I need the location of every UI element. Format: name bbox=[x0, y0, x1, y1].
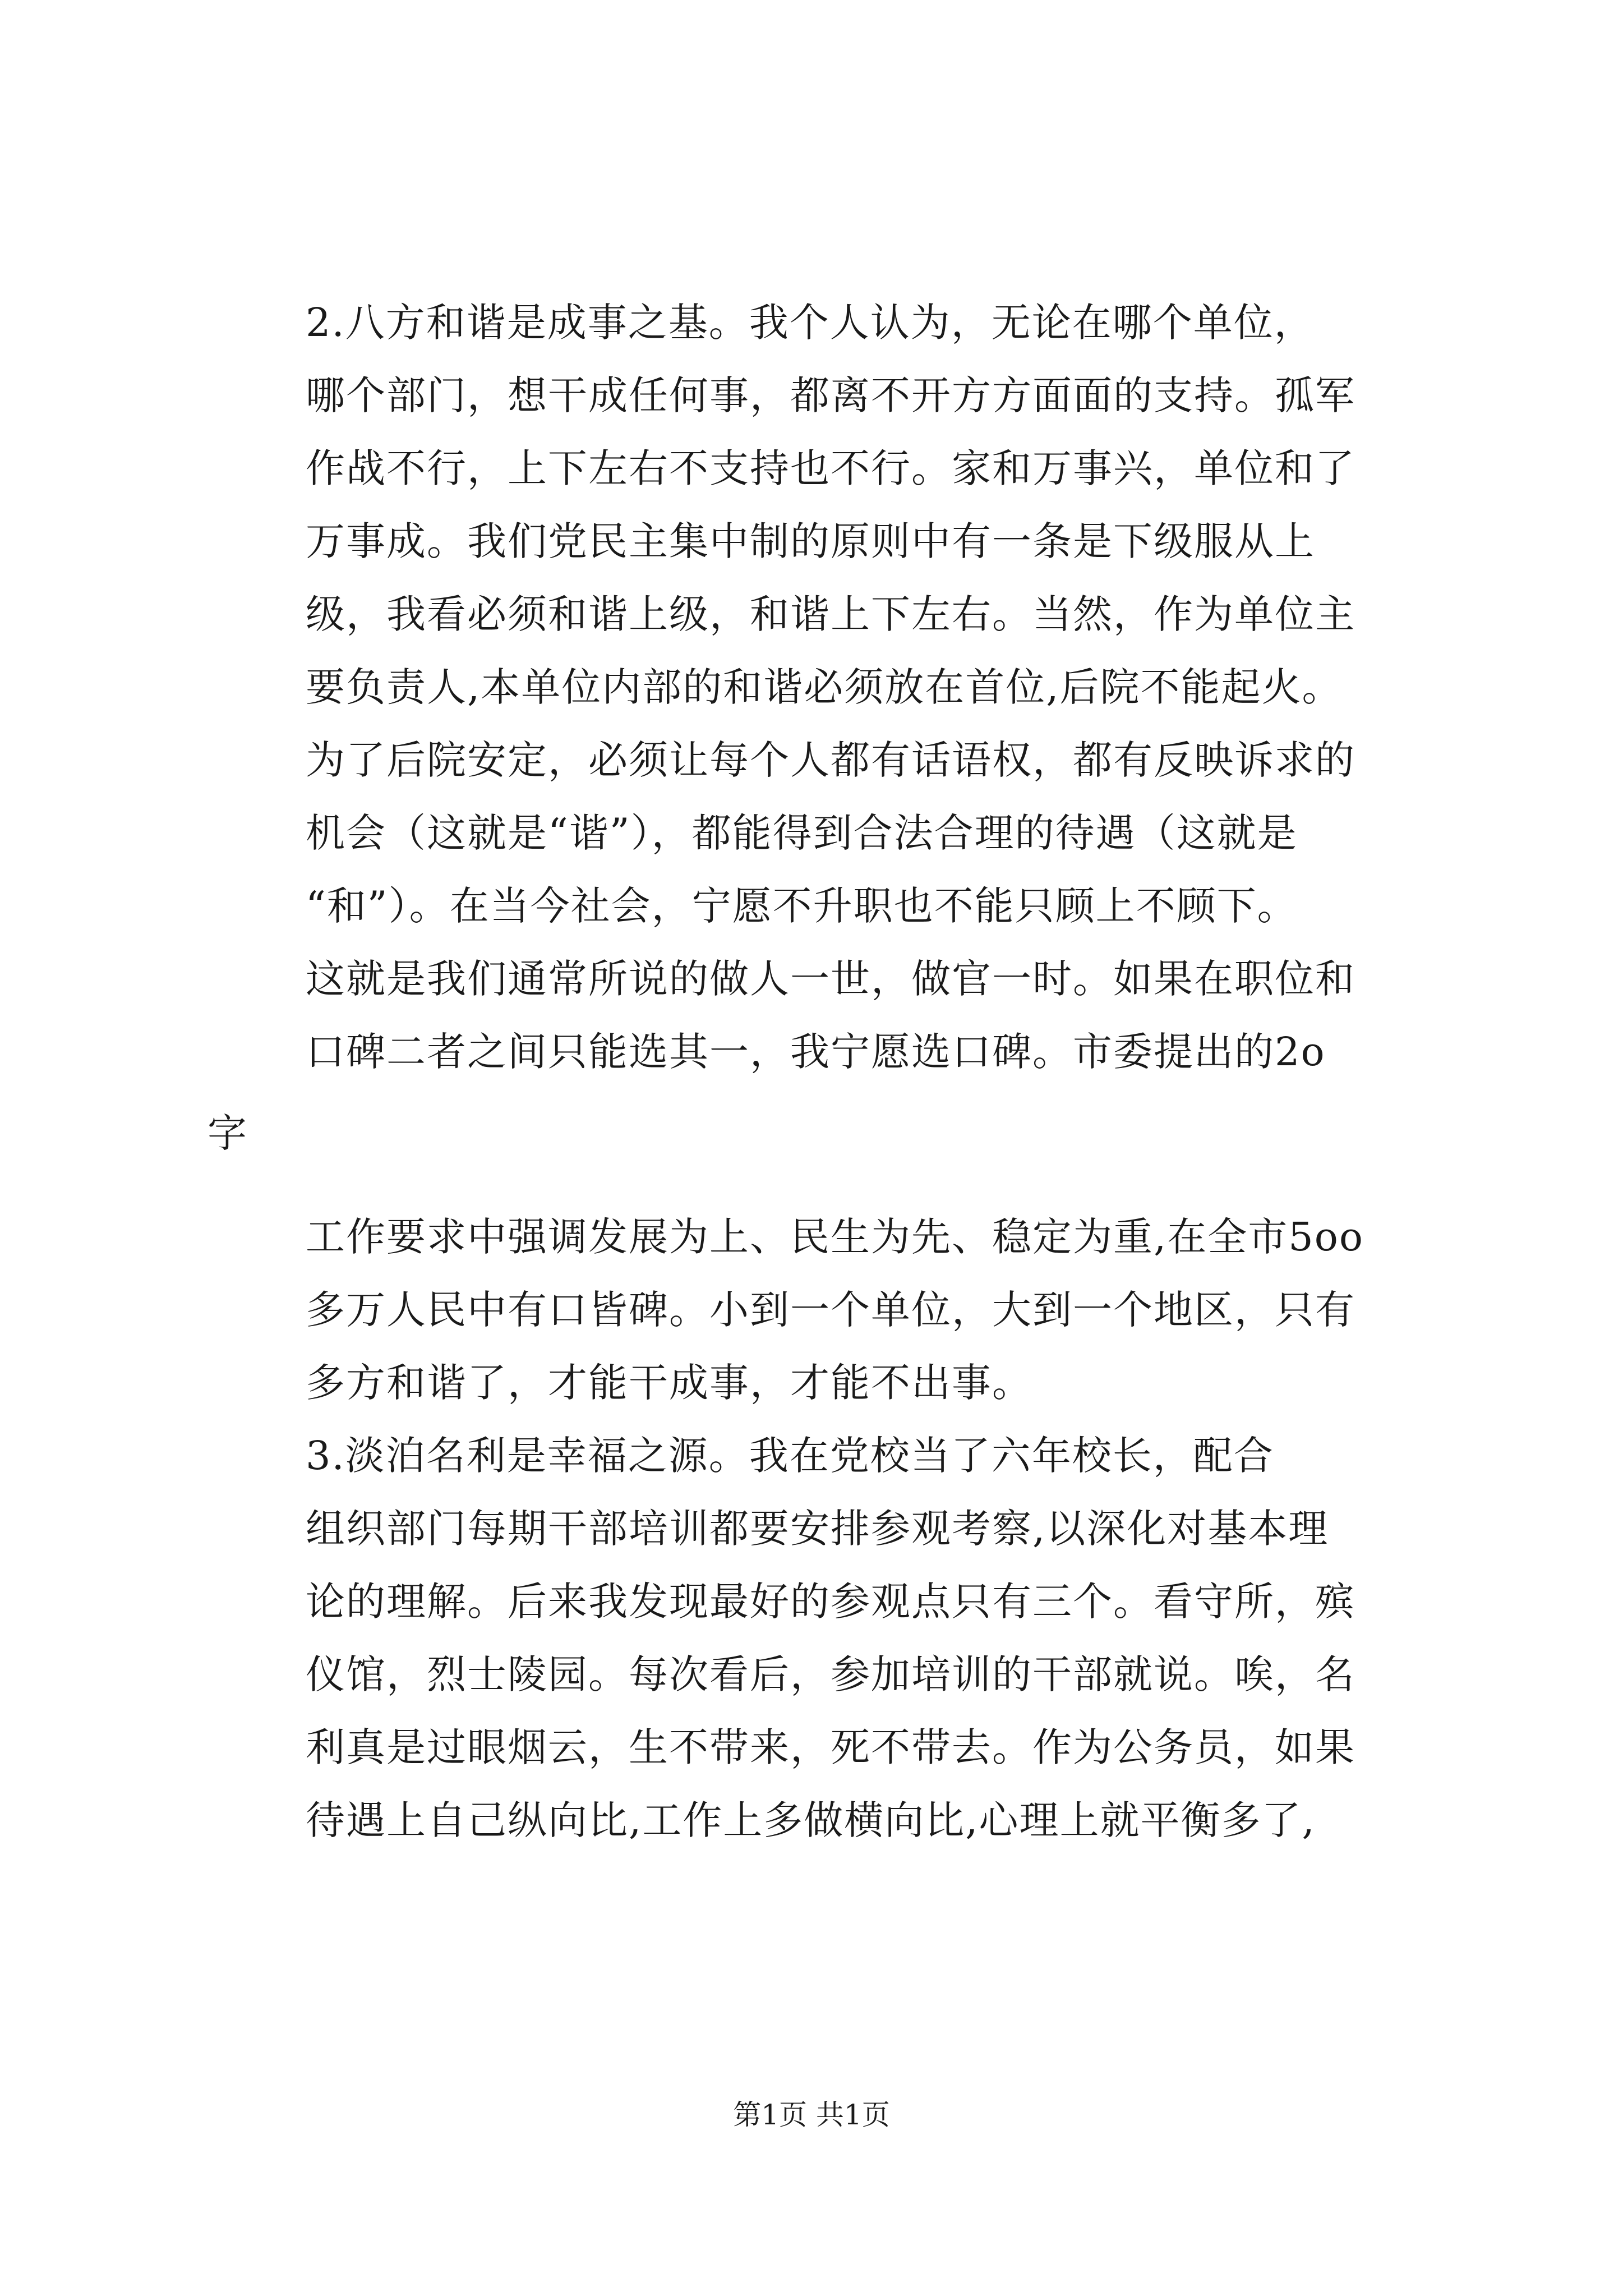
text-line: 口碑二者之间只能选其一，我宁愿选口碑。市委提出的2o bbox=[306, 1029, 1326, 1075]
text-line: 这就是我们通常所说的做人一世，做官一时。如果在职位和 bbox=[306, 956, 1355, 1002]
text-line: 字 bbox=[208, 1110, 248, 1156]
text-line: 仪馆，烈士陵园。每次看后，参加培训的干部就说。唉，名 bbox=[306, 1651, 1355, 1697]
text-line: 哪个部门，想干成任何事，都离不开方方面面的支持。孤军 bbox=[306, 372, 1355, 418]
text-line: 多方和谐了，才能干成事，才能不出事。 bbox=[306, 1360, 1032, 1406]
text-line: 机会（这就是“谐”），都能得到合法合理的待遇（这就是 bbox=[306, 810, 1298, 856]
text-line: 3.淡泊名利是幸福之源。我在党校当了六年校长，配合 bbox=[306, 1433, 1274, 1479]
text-line: 利真是过眼烟云，生不带来，死不带去。作为公务员，如果 bbox=[306, 1724, 1355, 1770]
text-line: 多万人民中有口皆碑。小到一个单位，大到一个地区，只有 bbox=[306, 1287, 1355, 1333]
text-line: 为了后院安定，必须让每个人都有话语权，都有反映诉求的 bbox=[306, 737, 1355, 783]
text-line: “和”）。在当今社会，宁愿不升职也不能只顾上不顾下。 bbox=[306, 883, 1298, 929]
text-line: 工作要求中强调发展为上、民生为先、稳定为重,在全市5oo bbox=[306, 1214, 1364, 1260]
text-line: 论的理解。后来我发现最好的参观点只有三个。看守所，殡 bbox=[306, 1579, 1355, 1625]
text-line: 万事成。我们党民主集中制的原则中有一条是下级服从上 bbox=[306, 518, 1315, 564]
text-line: 级，我看必须和谐上级，和谐上下左右。当然，作为单位主 bbox=[306, 591, 1355, 637]
text-line: 作战不行，上下左右不支持也不行。家和万事兴，单位和了 bbox=[306, 445, 1355, 491]
text-line: 要负责人,本单位内部的和谐必须放在首位,后院不能起火。 bbox=[306, 664, 1343, 710]
page-footer: 第1页 共1页 bbox=[733, 2099, 890, 2131]
text-line: 2.八方和谐是成事之基。我个人认为，无论在哪个单位， bbox=[306, 300, 1315, 346]
text-line: 组织部门每期干部培训都要安排参观考察,以深化对基本理 bbox=[306, 1506, 1329, 1552]
text-line: 待遇上自己纵向比,工作上多做横向比,心理上就平衡多了, bbox=[306, 1797, 1316, 1843]
